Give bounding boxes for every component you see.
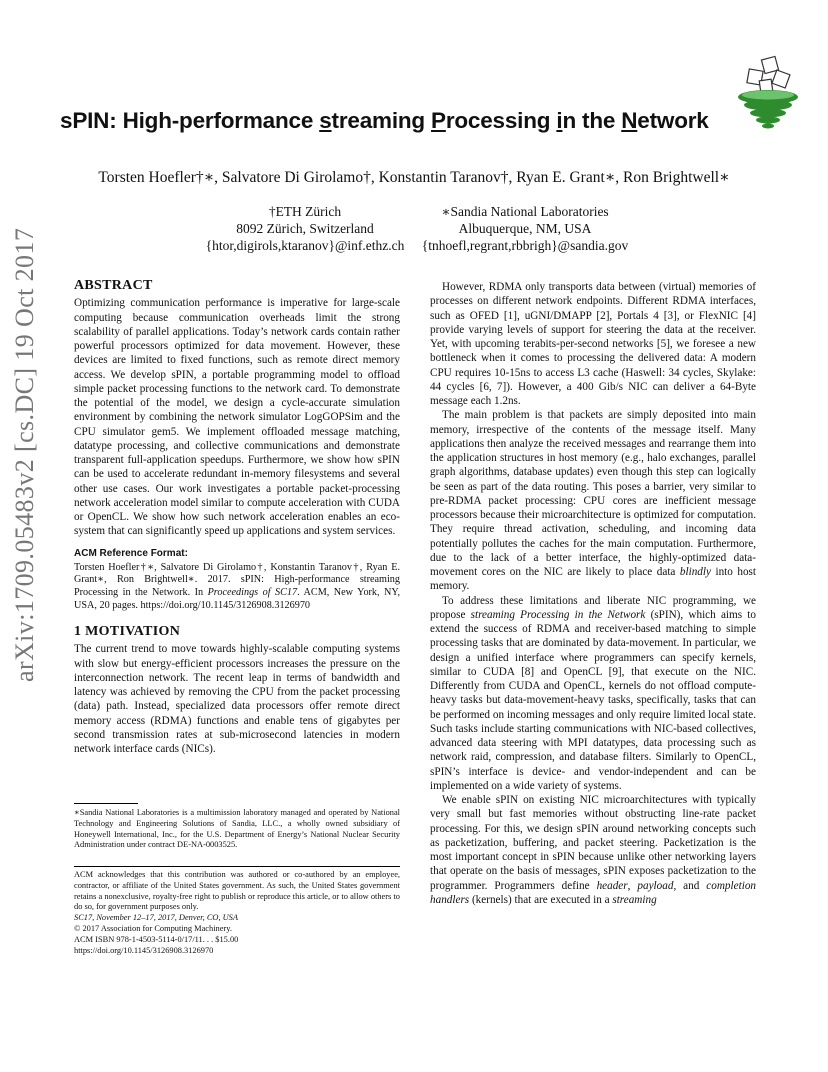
- affiliation-line: {htor,digirols,ktaranov}@inf.ethz.ch: [205, 238, 405, 253]
- acm-reference-part: Torsten Hoefler†∗, Salvatore Di Girolamo†, Konstantin Taranov†, Ryan E. Grant∗, Ron Brightwell∗. 2017. sPIN: High-performance streaming Processing in the Network. In: [74, 561, 400, 598]
- paragraph: [430, 408, 756, 593]
- acm-reference-venue: Proceedings of SC17: [207, 586, 298, 598]
- affiliation-line: ∗Sandia National Laboratories: [441, 204, 609, 219]
- title-text: etwork: [637, 108, 709, 133]
- acm-reference-text: [74, 562, 400, 612]
- emphasis: blindly: [679, 566, 711, 578]
- emphasis: streaming Processing in the Network: [470, 608, 646, 621]
- emphasis: streaming: [612, 893, 657, 906]
- arxiv-stamp: [10, 227, 50, 682]
- government-acknowledgment: ACM acknowledges that this contribution was authored or co-authored by an employee, contractor, or affiliate of the United States government. As such, the United States government retains a nonexclusive, royalty-free right to publish or reproduce this article, or to allow others to do so, for government purposes only.: [74, 870, 400, 912]
- author-list: Torsten Hoefler†∗, Salvatore Di Girolamo†, Konstantin Taranov†, Ryan E. Grant∗, Ron Brightwell∗: [98, 169, 730, 186]
- affiliation-line: 8092 Zürich, Switzerland: [236, 221, 374, 236]
- emphasis: header: [596, 879, 628, 892]
- emphasis: completion handlers: [430, 879, 757, 906]
- emphasis: payload: [637, 879, 674, 892]
- affiliation-line: †ETH Zürich: [268, 204, 342, 219]
- paragraph: [430, 793, 756, 907]
- abstract-text: Optimizing communication performance is imperative for large-scale computing because communication overheads limit the strong scalability of parallel applications. Today’s network cards contain rather powerful processors optimized for data movement. However, these devices are limited to fixed functions, such as remote direct memory access. We develop sPIN, a portable programming model to offload simple packet processing functions to the network card. To demonstrate the potential of the model, we design a cycle-accurate simulation environment by combining the network simulator LogGOPSim and the CPU simulator gem5. We implement offloaded message matching, datatype processing, and collective communications and demonstrate transparent full-application speedups. Furthermore, we show how sPIN can be used to accelerate redundant in-memory filesystems and several other use cases. Our work investigates a portable packet-processing network acceleration model similar to compute acceleration with CUDA or OpenCL. We show how such network acceleration enables an eco-system that can significantly speed up applications and system services.: [74, 297, 400, 538]
- title-text: sPIN: High-performance: [60, 108, 320, 133]
- copyright-block: [74, 870, 400, 956]
- title-underlined-letter: N: [621, 108, 638, 133]
- title-text: rocessing: [445, 108, 557, 133]
- title-underlined-letter: i: [556, 108, 563, 133]
- text-span: To address these limitations and liberate NIC programming, we propose: [430, 594, 756, 621]
- text-span: ,: [627, 879, 638, 892]
- affiliation-line: Albuquerque, NM, USA: [458, 221, 592, 236]
- paper-title: [60, 108, 780, 134]
- affiliation-eth: [190, 203, 420, 254]
- footnote: ∗Sandia National Laboratories is a multimission laboratory managed and operated by National Technology and Engineering Solutions of Sandia, LLC., a wholly owned subsidiary of Honeywell International, Inc., for the U.S. Department of Energy’s National Nuclear Security Administration under contract DE-NA-0003525.: [74, 808, 400, 850]
- paragraph: [430, 594, 756, 794]
- doi-line: https://doi.org/10.1145/3126908.3126970: [74, 945, 214, 955]
- arxiv-identifier: arXiv:1709.05483v2 [cs.DC] 19 Oct 2017: [10, 227, 39, 682]
- footnote-rule: [74, 803, 138, 804]
- text-span: We enable sPIN on existing NIC microarchitectures with typically very small but fast memories without obstructing line-rate packet processing. For this, we design sPIN around networking concepts such as packetization, buffering, and packet steering. Packetization is the most important concept in sPIN because unlike other networking layers that operate on the basis of messages, sPIN exposes packetization to the programmer. Programmers define: [430, 794, 756, 892]
- right-column: [430, 280, 756, 907]
- affiliation-sandia: [410, 203, 640, 254]
- title-text: n the: [562, 108, 622, 133]
- paragraph: However, RDMA only transports data between (virtual) memories of processes on different network endpoints. Different RDMA interfaces, such as OFED [1], uGNI/DMAPP [2], Portals 4 [3], or FlexNIC [4] provide varying levels of support for steering the data at the receiver. Yet, with upcoming terabits-per-second networks [5], we foresee a new bottleneck when it comes to processing the delivered data: A modern CPU requires 10-15ns to access L3 cache (Haswell: 34 cycles, Skylake: 44 cycles [6, 7]). However, a 400 Gib/s NIC can deliver a 64-Byte message each 1.2ns.: [430, 281, 756, 407]
- text-span: , and: [673, 879, 707, 892]
- text-span: The main problem is that packets are simply deposited into main memory, irrespective of the contents of the message itself. Many applications then analyze the received messages and rearrange them into the application structures in host memory (e.g., halo exchanges, parallel graph algorithms, database updates) even though this step can logically be seen as part of the data routing. This poses a barrier, very similar to pre-RDMA packet processing: CPU cores are inefficient message processors because their microarchitecture is optimized for computation. They require thread activation, scheduling, and incoming data potentially pollutes the caches for the main computation. Furthermore, due to the lack of a better interface, the highly-optimized data-movement cores on the NIC are likely to place data: [430, 409, 756, 578]
- abstract-heading: ABSTRACT: [74, 278, 153, 293]
- section-1-paragraph: The current trend to move towards highly-scalable computing systems with slow but energy-efficient processors increases the pressure on the interconnection network. The recent leap in terms of bandwidth and latency was achieved by removing the CPU from the packet processing (data) path. Instead, specialized data processors offer remote direct memory access (RDMA) functions and enable tens of gigabytes per second transmission rates at sub-microsecond latencies in modern network interface cards (NICs).: [74, 643, 400, 756]
- text-span: (sPIN), which aims to extend the success of RDMA and receiver-based matching to simple processing tasks that are dominated by data-movement. In particular, we design a unified interface where programmers can specify kernels, similar to CUDA [8] and OpenCL [9], that execute on the NIC. Differently from CUDA and OpenCL, kernels do not offload compute-heavy tasks but data-movement-heavy tasks, specifically, tasks that can be performed on incoming messages and only require limited local state. Such tasks include starting communications with NIC-based collectives, advanced data steering with MPI datatypes, data processing such as network raid, compression, and database filters. Similarly to OpenCL, sPIN’s interface is device- and vendor-independent and can be implemented on a wide variety of systems.: [430, 608, 756, 792]
- title-underlined-letter: P: [431, 108, 446, 133]
- title-underlined-letter: s: [319, 108, 332, 133]
- copyright-line: © 2017 Association for Computing Machinery.: [74, 923, 232, 933]
- isbn-line: ACM ISBN 978-1-4503-5114-0/17/11. . . $15.00: [74, 934, 239, 944]
- acm-reference-part: . ACM, New York, NY, USA, 20 pages. https://doi.org/10.1145/3126908.3126970: [74, 586, 400, 611]
- text-span: into host memory.: [430, 566, 756, 593]
- conference-line: SC17, November 12–17, 2017, Denver, CO, USA: [74, 913, 238, 923]
- text-span: (kernels) that are executed in a: [469, 893, 613, 906]
- affiliation-line: {tnhoefl,regrant,rbbrigh}@sandia.gov: [421, 238, 629, 253]
- copyright-rule: [74, 866, 400, 867]
- title-text: treaming: [331, 108, 432, 133]
- acm-reference-heading: ACM Reference Format:: [74, 547, 188, 559]
- left-column: [74, 279, 400, 756]
- section-1-heading: 1 MOTIVATION: [74, 624, 181, 640]
